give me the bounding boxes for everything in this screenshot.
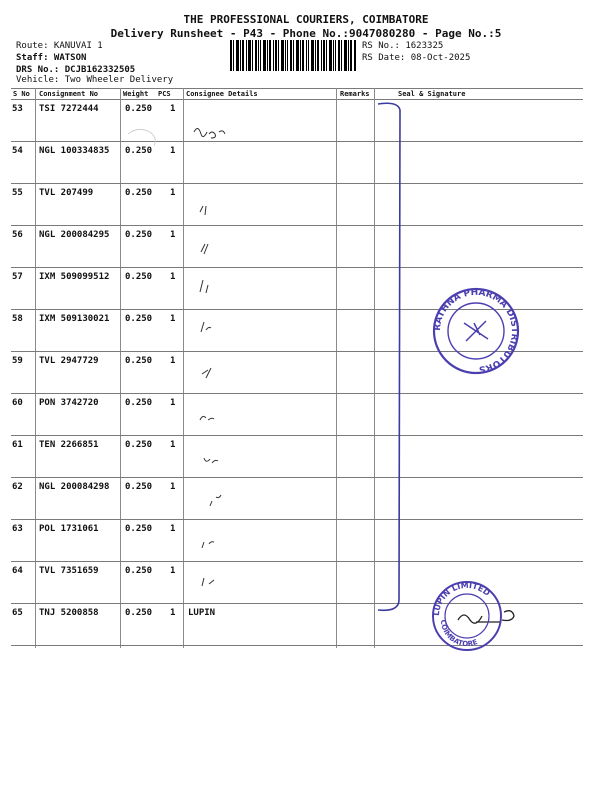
row-weight: 0.250	[125, 230, 153, 240]
row-serial-number: 65	[12, 608, 23, 618]
row-pieces: 1	[170, 482, 176, 492]
row-pieces: 1	[170, 188, 176, 198]
row-serial-number: 61	[12, 440, 23, 450]
row-weight: 0.250	[125, 566, 153, 576]
route-label: Route: KANUVAI 1	[16, 41, 103, 51]
row-consignment-number: TSI 7272444	[39, 104, 99, 114]
row-pieces: 1	[170, 314, 176, 324]
row-serial-number: 58	[12, 314, 23, 324]
row-consignment-number: POL 1731061	[39, 524, 99, 534]
column-header-sno: S No	[13, 90, 30, 98]
runsheet-subtitle: Delivery Runsheet - P43 - Phone No.:9047080280 - Page No.:5	[110, 27, 502, 40]
svg-text:COIMBATORE	[439, 619, 479, 648]
row-weight: 0.250	[125, 146, 153, 156]
rs-number: RS No.: 1623325	[362, 41, 444, 51]
column-header-consignee: Consignee Details	[186, 90, 258, 98]
row-weight: 0.250	[125, 356, 153, 366]
row-pieces: 1	[170, 440, 176, 450]
row-serial-number: 60	[12, 398, 23, 408]
row-serial-number: 62	[12, 482, 23, 492]
row-consignment-number: TVL 207499	[39, 188, 94, 198]
row-weight: 0.250	[125, 440, 153, 450]
column-header-seal-signature: Seal & Signature	[398, 90, 466, 98]
row-weight: 0.250	[125, 524, 153, 534]
pharma-seal-stamp	[428, 283, 524, 379]
staff-label: Staff: WATSON	[16, 53, 87, 63]
row-weight: 0.250	[125, 104, 153, 114]
row-consignee-details: LUPIN	[188, 608, 216, 618]
row-weight: 0.250	[125, 482, 153, 492]
column-header-remarks: Remarks	[340, 90, 370, 98]
company-title: THE PROFESSIONAL COURIERS, COIMBATORE	[183, 13, 429, 26]
rs-date: RS Date: 08-Oct-2025	[362, 53, 471, 63]
row-consignment-number: TNJ 5200858	[39, 608, 99, 618]
row-pieces: 1	[170, 146, 176, 156]
column-header-consignment: Consignment No	[39, 90, 99, 98]
row-consignment-number: TVL 7351659	[39, 566, 99, 576]
row-serial-number: 59	[12, 356, 23, 366]
row-consignment-number: NGL 100334835	[39, 146, 110, 156]
row-serial-number: 57	[12, 272, 23, 282]
row-consignment-number: NGL 200084295	[39, 230, 110, 240]
row-weight: 0.250	[125, 314, 153, 324]
row-pieces: 1	[170, 356, 176, 366]
row-serial-number: 63	[12, 524, 23, 534]
row-pieces: 1	[170, 272, 176, 282]
row-serial-number: 56	[12, 230, 23, 240]
row-pieces: 1	[170, 398, 176, 408]
row-consignment-number: NGL 200084298	[39, 482, 110, 492]
row-consignment-number: PON 3742720	[39, 398, 99, 408]
row-serial-number: 64	[12, 566, 23, 576]
vehicle-label: Vehicle: Two Wheeler Delivery	[16, 75, 174, 85]
drs-number: DRS No.: DCJB162332505	[16, 65, 136, 75]
row-consignment-number: TVL 2947729	[39, 356, 99, 366]
lupin-seal-text: LUPIN LIMITED	[431, 580, 492, 617]
row-serial-number: 55	[12, 188, 23, 198]
row-consignment-number: TEN 2266851	[39, 440, 99, 450]
row-consignment-number: IXM 509099512	[39, 272, 110, 282]
row-pieces: 1	[170, 524, 176, 534]
row-weight: 0.250	[125, 398, 153, 408]
row-pieces: 1	[170, 230, 176, 240]
pharma-seal-text: RATHNA PHARMA DISTRIBUTORS	[432, 287, 520, 374]
column-header-pcs: PCS	[158, 90, 171, 98]
row-pieces: 1	[170, 566, 176, 576]
row-serial-number: 54	[12, 146, 23, 156]
lupin-seal-city: COIMBATORE	[438, 619, 479, 649]
row-consignment-number: IXM 509130021	[39, 314, 110, 324]
row-weight: 0.250	[125, 272, 153, 282]
row-pieces: 1	[170, 104, 176, 114]
column-header-weight: Weight	[123, 90, 149, 98]
row-pieces: 1	[170, 608, 176, 618]
row-serial-number: 53	[12, 104, 23, 114]
row-weight: 0.250	[125, 188, 153, 198]
lupin-seal-stamp	[427, 576, 507, 656]
row-weight: 0.250	[125, 608, 153, 618]
svg-text:LUPIN LIMITED	[432, 581, 492, 616]
